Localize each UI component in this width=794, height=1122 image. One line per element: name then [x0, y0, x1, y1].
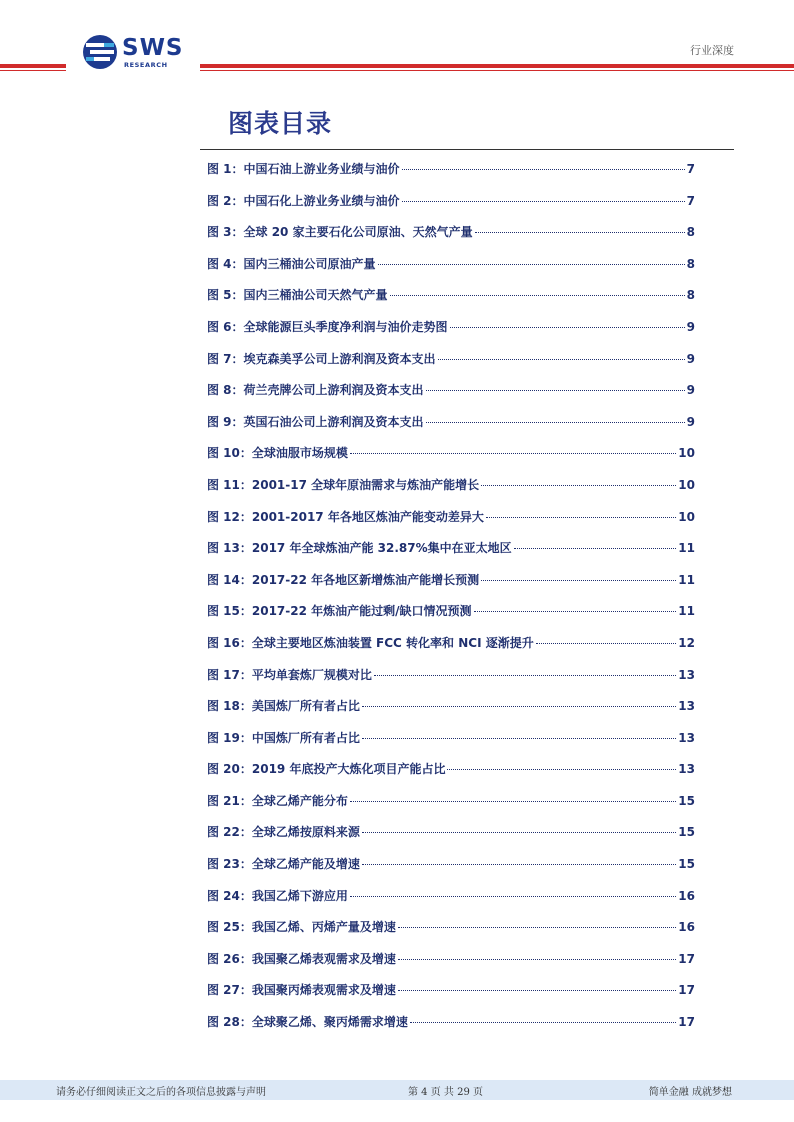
sws-logo-icon: [82, 34, 118, 70]
toc-entry-page[interactable]: 9: [686, 319, 695, 334]
toc-entry-label[interactable]: 图 8：荷兰壳牌公司上游利润及资本支出: [207, 383, 424, 398]
toc-leader-dots: [410, 1022, 676, 1023]
toc-entry-label[interactable]: 图 9：英国石油公司上游利润及资本支出: [207, 414, 424, 429]
toc-leader-dots: [390, 295, 685, 296]
toc-entry[interactable]: [207, 918, 695, 950]
toc-leader-dots: [350, 801, 676, 802]
page-title: 图表目录: [228, 109, 333, 138]
figure-toc-list: [207, 160, 695, 1045]
toc-entry-page[interactable]: 8: [686, 225, 695, 240]
toc-entry[interactable]: [207, 729, 695, 761]
toc-entry-page[interactable]: 7: [686, 162, 695, 176]
toc-leader-dots: [426, 390, 685, 391]
logo-subtitle: RESEARCH: [124, 61, 168, 69]
toc-entry-label[interactable]: 图 17：平均单套炼厂规模对比: [207, 667, 372, 682]
toc-entry-label[interactable]: 图 16：全球主要地区炼油装置 FCC 转化率和 NCI 逐渐提升: [207, 635, 534, 650]
title-divider: [200, 149, 734, 150]
toc-leader-dots: [474, 611, 677, 612]
toc-entry-page[interactable]: 7: [686, 193, 695, 208]
toc-entry-page[interactable]: 16: [678, 888, 695, 903]
toc-entry-label[interactable]: 图 4：国内三桶油公司原油产量: [207, 256, 376, 271]
toc-entry-page[interactable]: 17: [678, 983, 695, 998]
toc-entry[interactable]: [207, 476, 695, 508]
toc-leader-dots: [402, 201, 685, 202]
toc-entry-label[interactable]: 图 5：国内三桶油公司天然气产量: [207, 288, 388, 303]
toc-entry-label[interactable]: 图 26：我国聚乙烯表观需求及增速: [207, 951, 396, 966]
toc-entry[interactable]: [207, 318, 695, 350]
toc-entry-page[interactable]: 8: [686, 256, 695, 271]
toc-leader-dots: [362, 832, 676, 833]
toc-entry-page[interactable]: 12: [678, 635, 695, 650]
toc-entry-label[interactable]: 图 3：全球 20 家主要石化公司原油、天然气产量: [207, 225, 473, 240]
toc-leader-dots: [350, 896, 676, 897]
toc-leader-dots: [362, 706, 676, 707]
toc-entry-page[interactable]: 15: [678, 793, 695, 808]
toc-leader-dots: [426, 422, 685, 423]
toc-entry-page[interactable]: 11: [678, 604, 695, 619]
toc-entry[interactable]: [207, 697, 695, 729]
toc-entry-label[interactable]: 图 11：2001-17 全球年原油需求与炼油产能增长: [207, 477, 480, 492]
header-rule-right-thin: [200, 70, 794, 71]
toc-entry-label[interactable]: 图 10：全球油服市场规模: [207, 446, 348, 461]
toc-entry-label[interactable]: 图 12：2001-2017 年各地区炼油产能变动差异大: [207, 509, 484, 524]
toc-entry[interactable]: [207, 413, 695, 445]
toc-entry-label[interactable]: 图 25：我国乙烯、丙烯产量及增速: [207, 920, 396, 935]
toc-leader-dots: [450, 327, 685, 328]
toc-entry-page[interactable]: 8: [686, 288, 695, 303]
toc-leader-dots: [398, 990, 676, 991]
toc-entry-page[interactable]: 10: [678, 446, 695, 461]
toc-leader-dots: [398, 959, 676, 960]
toc-entry-page[interactable]: 13: [678, 699, 695, 714]
toc-leader-dots: [481, 580, 676, 581]
toc-leader-dots: [438, 359, 685, 360]
company-logo: [82, 34, 192, 72]
toc-entry[interactable]: [207, 571, 695, 603]
header-rule-right: [200, 64, 794, 68]
toc-entry[interactable]: [207, 286, 695, 318]
toc-entry-page[interactable]: 11: [678, 572, 695, 587]
toc-entry-label[interactable]: 图 20：2019 年底投产大炼化项目产能占比: [207, 762, 446, 777]
header-rule-left-thin: [0, 70, 66, 71]
toc-leader-dots: [378, 264, 685, 265]
toc-entry-page[interactable]: 10: [678, 477, 695, 492]
toc-entry[interactable]: [207, 160, 695, 192]
toc-entry-label[interactable]: 图 14：2017-22 年各地区新增炼油产能增长预测: [207, 572, 480, 587]
toc-entry-page[interactable]: 15: [678, 825, 695, 840]
toc-entry-page[interactable]: 9: [686, 351, 695, 366]
toc-entry-label[interactable]: 图 18：美国炼厂所有者占比: [207, 699, 360, 714]
toc-leader-dots: [350, 453, 676, 454]
toc-entry[interactable]: [207, 255, 695, 287]
toc-entry-label[interactable]: 图 13：2017 年全球炼油产能 32.87%集中在亚太地区: [207, 541, 512, 556]
toc-leader-dots: [398, 927, 676, 928]
toc-leader-dots: [402, 169, 685, 170]
toc-entry-label[interactable]: 图 28：全球聚乙烯、聚丙烯需求增速: [207, 1015, 408, 1030]
toc-entry[interactable]: [207, 634, 695, 666]
toc-entry-label[interactable]: 图 1：中国石油上游业务业绩与油价: [207, 162, 400, 176]
toc-entry-page[interactable]: 13: [678, 762, 695, 777]
toc-entry-label[interactable]: 图 2：中国石化上游业务业绩与油价: [207, 193, 400, 208]
report-type-tag: 行业深度: [690, 44, 734, 57]
toc-entry-label[interactable]: 图 15：2017-22 年炼油产能过剩/缺口情况预测: [207, 604, 472, 619]
toc-entry-label[interactable]: 图 7：埃克森美孚公司上游利润及资本支出: [207, 351, 436, 366]
toc-entry-page[interactable]: 17: [678, 951, 695, 966]
toc-entry[interactable]: [207, 666, 695, 698]
toc-leader-dots: [447, 769, 676, 770]
toc-entry-label[interactable]: 图 22：全球乙烯按原料来源: [207, 825, 360, 840]
toc-entry[interactable]: [207, 950, 695, 982]
toc-entry[interactable]: [207, 192, 695, 224]
toc-entry-page[interactable]: 15: [678, 857, 695, 872]
toc-entry[interactable]: [207, 760, 695, 792]
toc-entry[interactable]: [207, 350, 695, 382]
toc-entry[interactable]: [207, 887, 695, 919]
toc-leader-dots: [514, 548, 677, 549]
footer-disclaimer: 请务必仔细阅读正文之后的各项信息披露与声明: [56, 1087, 266, 1098]
toc-entry[interactable]: [207, 1013, 695, 1045]
toc-entry-page[interactable]: 13: [678, 730, 695, 745]
toc-entry[interactable]: [207, 602, 695, 634]
footer-slogan: 简单金融 成就梦想: [648, 1087, 732, 1098]
toc-entry-page[interactable]: 17: [678, 1015, 695, 1030]
toc-entry-label[interactable]: 图 24：我国乙烯下游应用: [207, 888, 348, 903]
toc-entry[interactable]: [207, 381, 695, 413]
toc-entry[interactable]: [207, 981, 695, 1013]
toc-leader-dots: [362, 864, 676, 865]
toc-entry-label[interactable]: 图 21：全球乙烯产能分布: [207, 793, 348, 808]
toc-leader-dots: [362, 738, 676, 739]
toc-entry[interactable]: [207, 792, 695, 824]
toc-entry-page[interactable]: 10: [678, 509, 695, 524]
toc-entry[interactable]: [207, 223, 695, 255]
toc-entry-page[interactable]: 9: [686, 414, 695, 429]
logo-wordmark: SWS: [122, 35, 184, 61]
toc-leader-dots: [486, 517, 676, 518]
toc-entry[interactable]: [207, 823, 695, 855]
toc-leader-dots: [475, 232, 685, 233]
toc-entry-page[interactable]: 13: [678, 667, 695, 682]
toc-entry-page[interactable]: 11: [678, 541, 695, 556]
toc-entry-page[interactable]: 16: [678, 920, 695, 935]
footer-page-info: 第 4 页 共 29 页: [408, 1087, 483, 1098]
toc-leader-dots: [536, 643, 677, 644]
toc-entry-label[interactable]: 图 23：全球乙烯产能及增速: [207, 857, 360, 872]
toc-entry-label[interactable]: 图 6：全球能源巨头季度净利润与油价走势图: [207, 319, 448, 334]
toc-entry-label[interactable]: 图 19：中国炼厂所有者占比: [207, 730, 360, 745]
toc-leader-dots: [481, 485, 676, 486]
header-rule-left: [0, 64, 66, 68]
toc-entry-page[interactable]: 9: [686, 383, 695, 398]
toc-entry[interactable]: [207, 855, 695, 887]
toc-entry[interactable]: [207, 444, 695, 476]
toc-entry[interactable]: [207, 539, 695, 571]
toc-entry-label[interactable]: 图 27：我国聚丙烯表观需求及增速: [207, 983, 396, 998]
toc-leader-dots: [374, 675, 676, 676]
toc-entry[interactable]: [207, 508, 695, 540]
